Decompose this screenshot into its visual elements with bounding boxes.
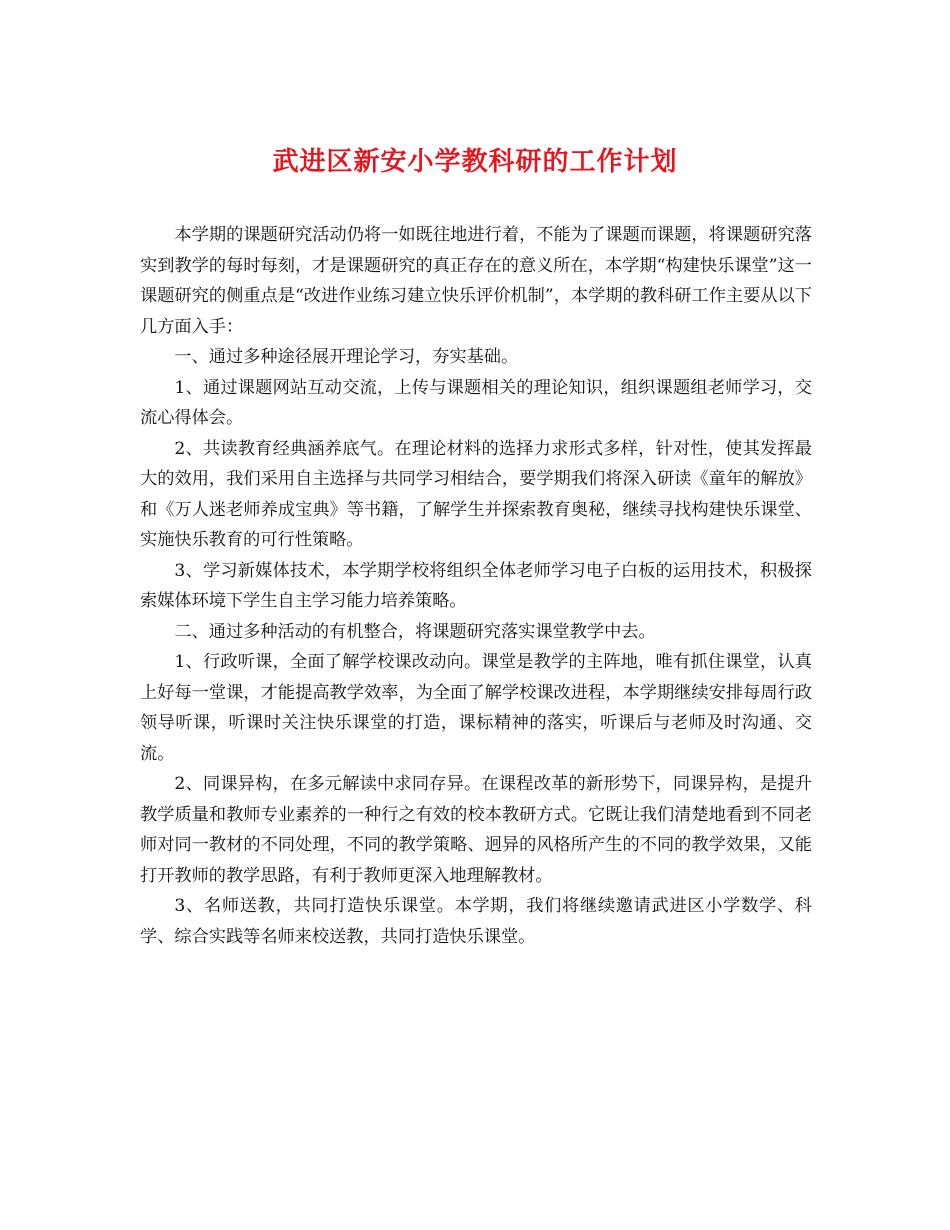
intro-paragraph: 本学期的课题研究活动仍将一如既往地进行着，不能为了课题而课题，将课题研究落实到教学的每时每刻，才是课题研究的真正存在的意义所在，本学期“构建快乐课堂”这一课题研究的侧重点是“改进作业练习建立快乐评价机制”，本学期的教科研工作主要从以下几方面入手： [140, 225, 812, 337]
document-title: 武进区新安小学教科研的工作计划 [272, 147, 678, 177]
section-heading-1: 一、通过多种途径展开理论学习，夯实基础。 [174, 347, 519, 367]
list-item-2-3: 3、名师送教，共同打造快乐课堂。本学期，我们将继续邀请武进区小学数学、科学、综合实践等名师来校送教，共同打造快乐课堂。 [140, 896, 812, 947]
document-body [140, 220, 812, 952]
list-item-2-2: 2、同课异构，在多元解读中求同存异。在课程改革的新形势下，同课异构，是提升教学质量和教师专业素养的一种行之有效的校本教研方式。它既让我们清楚地看到不同老师对同一教材的不同处理，不同的教学策略、迥异的风格所产生的不同的教学效果，又能打开教师的教学思路，有利于教师更深入地理解教材。 [140, 774, 812, 886]
list-item-1-2: 2、共读教育经典涵养底气。在理论材料的选择力求形式多样，针对性，使其发挥最大的效用，我们采用自主选择与共同学习相结合，要学期我们将深入研读《童年的解放》和《万人迷老师养成宝典》等书籍，了解学生并探索教育奥秘，继续寻找构建快乐课堂、实施快乐教育的可行性策略。 [140, 438, 812, 550]
list-item-1-3: 3、学习新媒体技术，本学期学校将组织全体老师学习电子白板的运用技术，积极探索媒体环境下学生自主学习能力培养策略。 [140, 560, 812, 611]
list-item-1-1: 1、通过课题网站互动交流，上传与课题相关的理论知识，组织课题组老师学习，交流心得体会。 [140, 377, 812, 428]
section-heading-2: 二、通过多种活动的有机整合，将课题研究落实课堂教学中去。 [174, 621, 656, 642]
list-item-2-1: 1、行政听课，全面了解学校课改动向。课堂是教学的主阵地，唯有抓住课堂，认真上好每一堂课，才能提高教学效率，为全面了解学校课改进程，本学期继续安排每周行政领导听课，听课时关注快乐课堂的打造，课标精神的落实，听课后与老师及时沟通、交流。 [140, 652, 812, 764]
